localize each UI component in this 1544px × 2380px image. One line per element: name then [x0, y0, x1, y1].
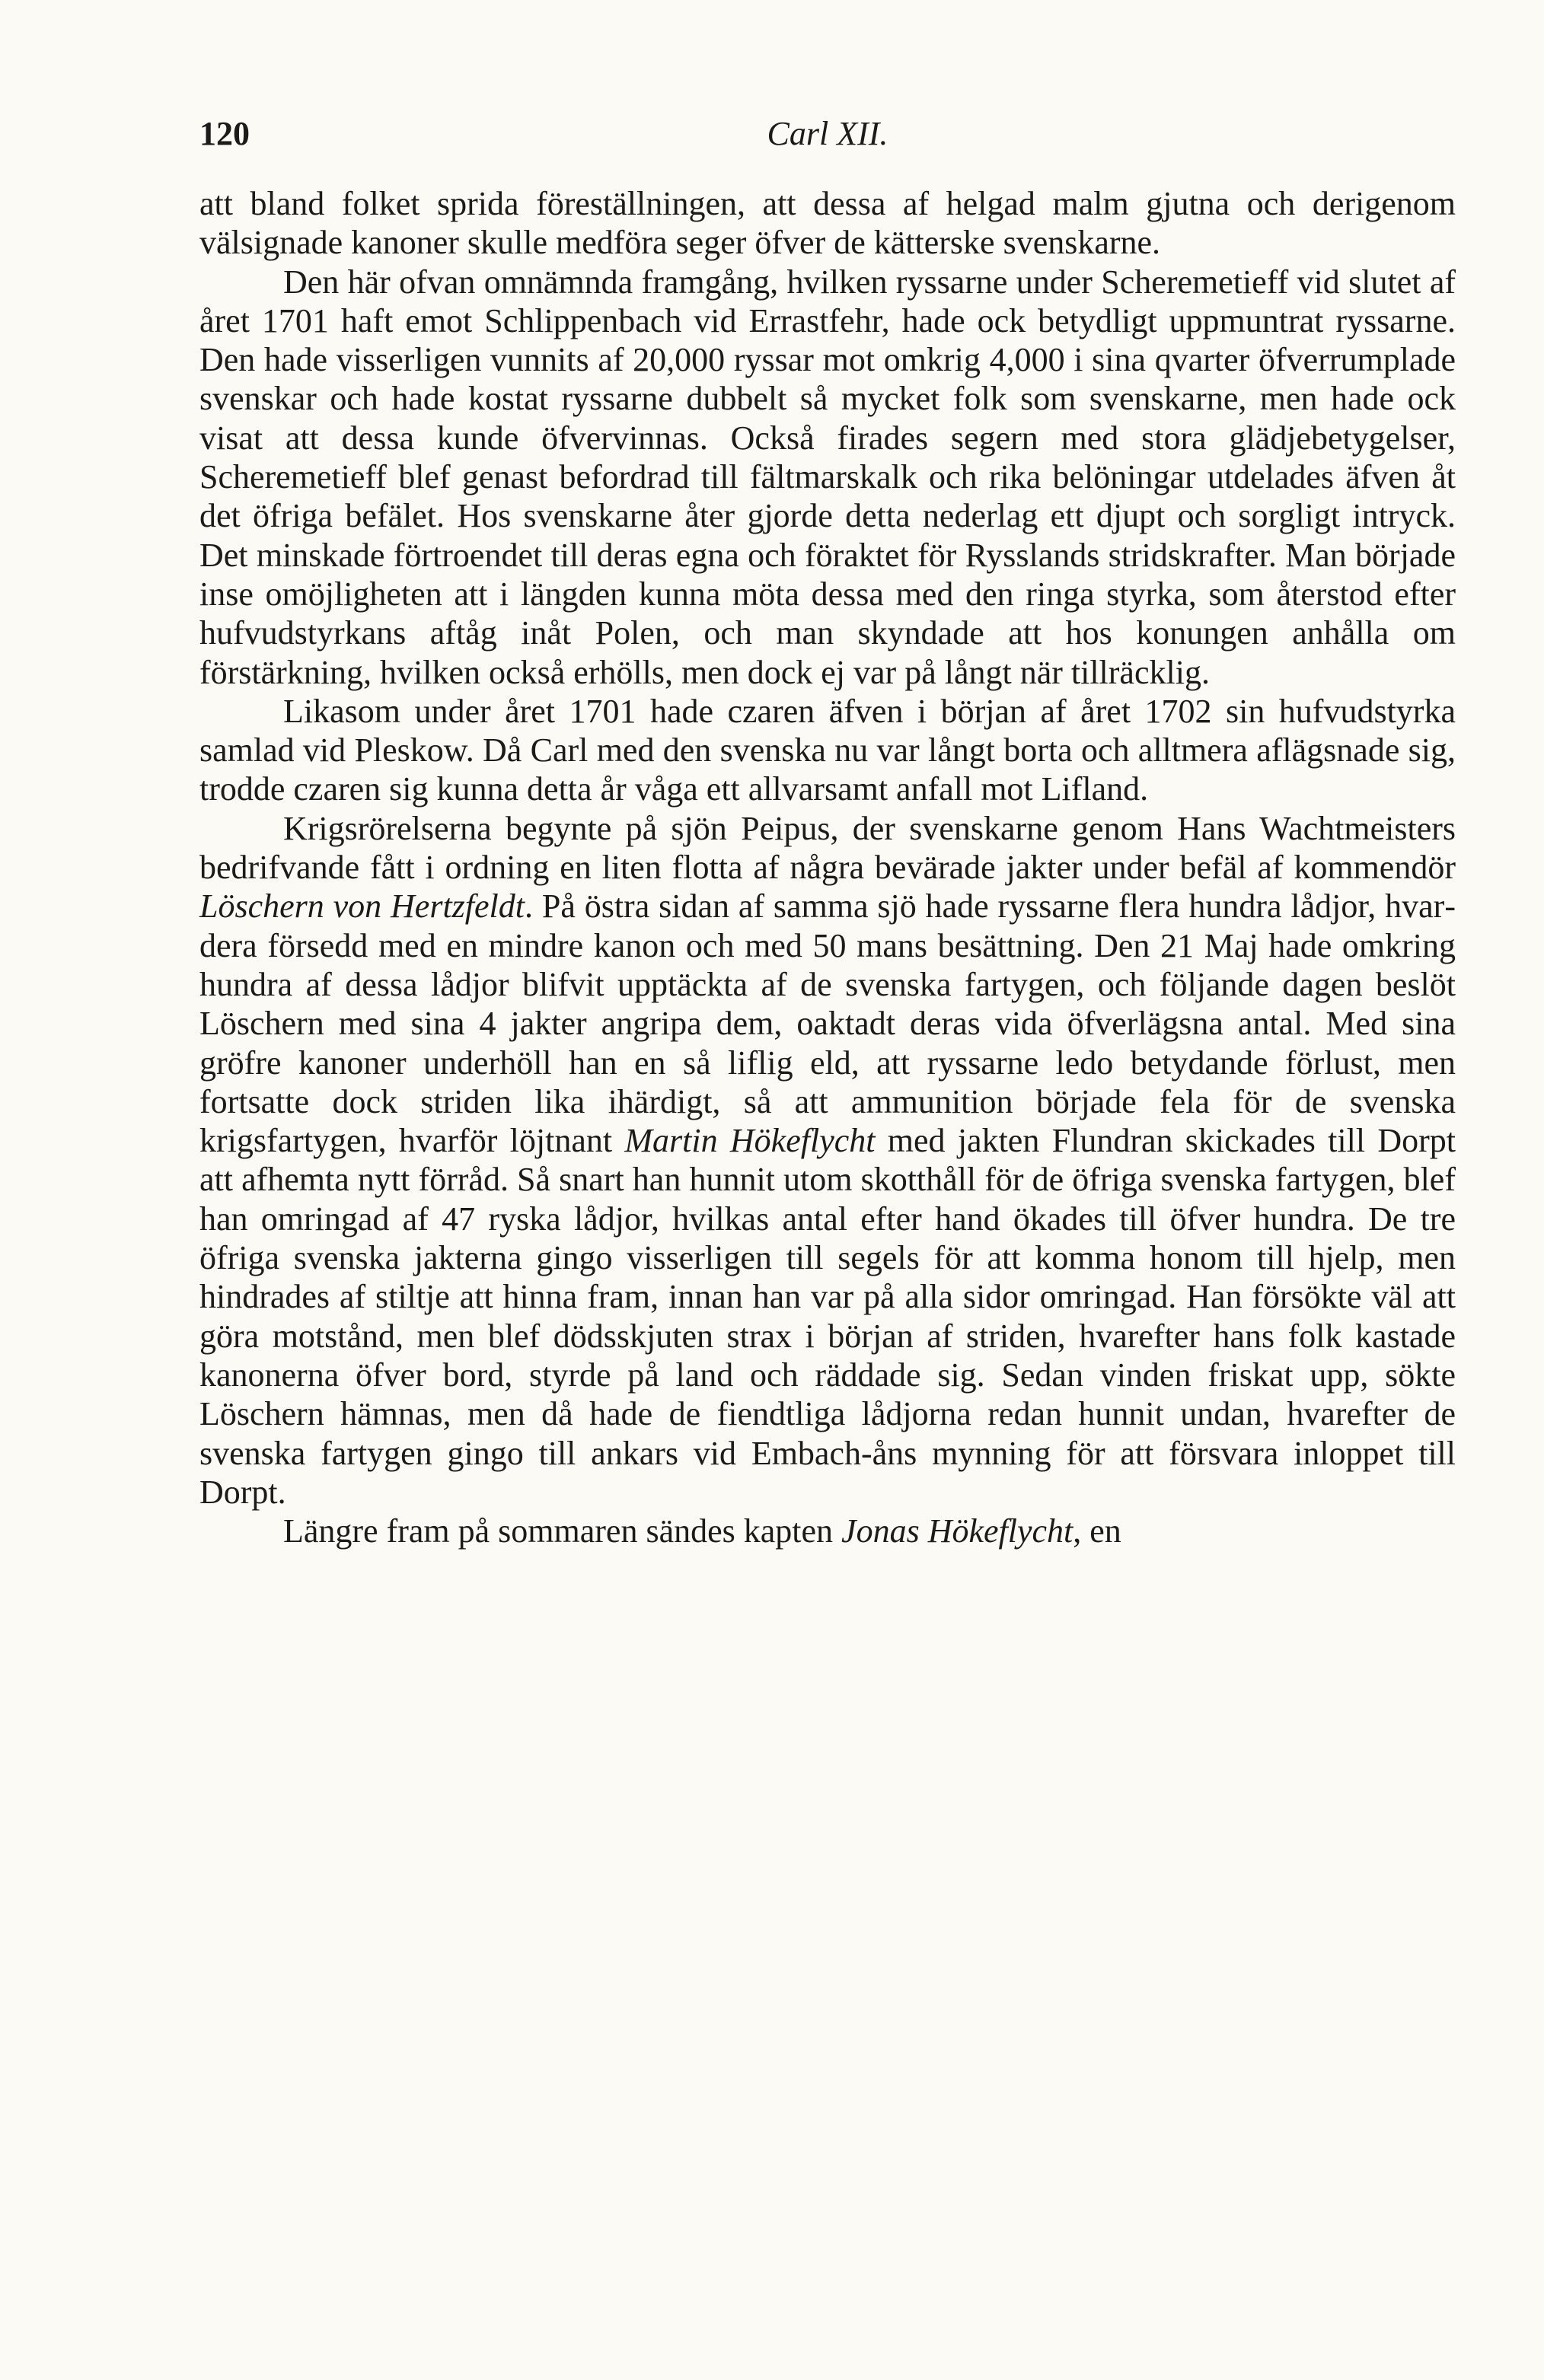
body-text — [199, 184, 1456, 1550]
text-run: att bland folket sprida föreställningen, att dessa af helgad malm gjutna och derigenom välsignade kanoner skulle medföra seger öfver de kätterske svenskarne. — [199, 185, 1456, 262]
paragraph — [199, 692, 1456, 809]
italic-name: Löschern von Hertzfeldt — [199, 887, 525, 926]
text-run: . På östra sidan af samma sjö hade ryssarne flera hundra lådjor, hvardera försedd med en mindre kanon och med 50 mans besättning. Den 21 Maj hade omkring hundra af dessa lådjor blifvit upptäckta af de svenska fartygen, och följande dagen beslöt Löschern med sina 4 jakter angripa dem, oaktadt deras vida öfverlägsna antal. Med sina gröfre kanoner underhöll han en så liflig eld, att ryssarne ledo betydande förlust, men fortsatte dock striden lika ihärdigt, så att ammunition började fela för de svenska krigsfartygen, hvarför löjtnant — [199, 887, 1456, 1160]
italic-name: Jonas Hökeflycht — [841, 1512, 1073, 1550]
text-run: Längre fram på sommaren sändes kapten — [283, 1512, 842, 1550]
text-run: Likasom under året 1701 hade czaren äfven i början af året 1702 sin hufvudstyrka samlad vid Pleskow. Då Carl med den svenska nu var långt borta och alltmera aflägsnade sig, trodde czaren sig kunna detta år våga ett allvarsamt anfall mot Lifland. — [199, 692, 1456, 808]
running-head — [199, 114, 1456, 160]
italic-name: Martin Hökeflycht — [624, 1122, 876, 1160]
page-number: 120 — [199, 115, 250, 152]
paragraph — [199, 184, 1456, 263]
text-run: Krigsrörelserna begynte på sjön Peipus, der svenskarne genom Hans Wachtmeisters bedrifvande fått i ordning en liten flotta af några bevärade jakter under befäl af kommendör — [199, 809, 1456, 887]
text-run: , en — [1073, 1512, 1121, 1550]
text-run: Den här ofvan omnämnda framgång, hvilken ryssarne under Scheremetieff vid slutet af året 1701 haft emot Schlippenbach vid Errastfehr, hade ock betydligt uppmuntrat ryssarne. Den hade visserligen vunnits af 20,000 ryssar mot omkrig 4,000 i sina qvarter öfverrumplade svenskar och hade kostat ryssarne dubbelt så mycket folk som svenskarne, men hade ock visat att dessa kunde öfvervinnas. Också firades segern med stora glädjebetygelser, Scheremetieff blef genast befordrad till fältmarskalk och rika belöningar utdelades äfven åt det öfriga befälet. Hos svenskarne åter gjorde detta nederlag ett djupt och sorgligt intryck. Det minskade förtroendet till deras egna och föraktet för Rysslands stridskrafter. Man började inse omöjligheten att i längden kunna möta dessa med den ringa styrka, som återstod efter hufvudstyrkans aftåg inåt Polen, och man skyndade att hos konungen anhålla om förstärkning, hvilken också erhölls, men dock ej var på långt när tillräcklig. — [199, 263, 1456, 691]
text-run: med jakten Flundran skickades till Dorpt att afhemta nytt förråd. Så snart han hunnit utom skotthåll för de öfriga svenska fartygen, blef han omringad af 47 ryska lådjor, hvilkas antal efter hand ökades till öfver hundra. De tre öfriga svenska jakterna gingo visserligen till segels för att komma honom till hjelp, men hindrades af stiltje att hinna fram, innan han var på alla sidor omringad. Han försökte väl att göra motstånd, men blef dödsskjuten strax i början af striden, hvarefter hans folk kastade kanonerna öfver bord, styrde på land och räddade sig. Sedan vinden friskat upp, sökte Löschern hämnas, men då hade de fiendtliga lådjorna redan hunnit undan, hvarefter de svenska fartygen gingo till ankars vid Embach-åns mynning för att försvara inloppet till Dorpt. — [199, 1122, 1456, 1511]
paragraph — [199, 809, 1456, 1512]
paragraph — [199, 263, 1456, 692]
paragraph — [199, 1512, 1456, 1550]
running-title: Carl XII. — [767, 115, 888, 152]
